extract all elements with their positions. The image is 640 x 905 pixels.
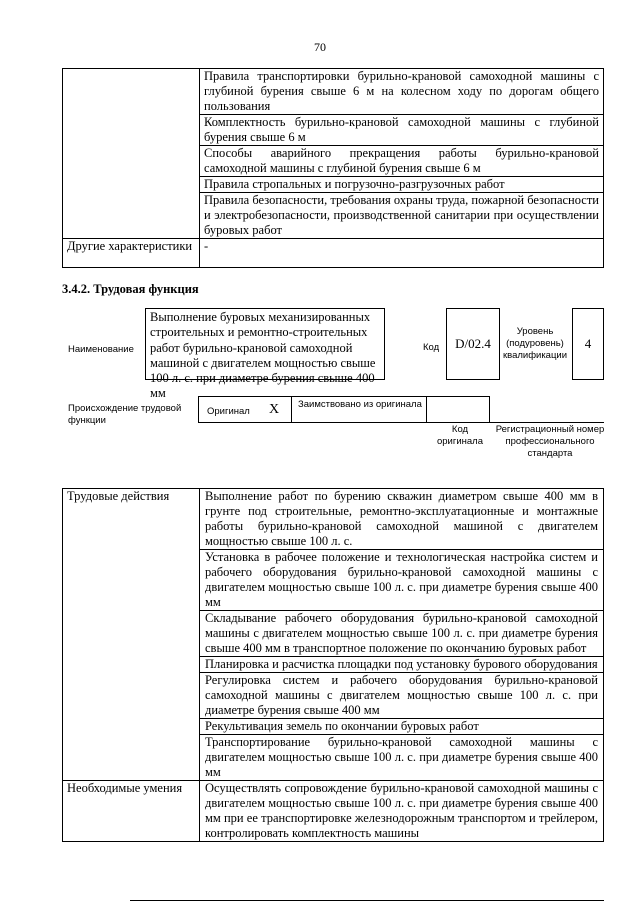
qualification-level-label: Уровень (подуровень) квалификации xyxy=(502,326,568,361)
knowledge-item: Правила транспортировки бурильно-крановой самоходной машины с глубиной бурения свыше 6 м на колесном ходу по дорогам общего пользования xyxy=(200,69,604,115)
original-cell xyxy=(198,396,292,423)
required-skills-label: Необходимые умения xyxy=(63,781,200,842)
section-title: 3.4.2. Трудовая функция xyxy=(62,282,199,296)
labor-action-item: Установка в рабочее положение и технологическая настройка систем и рабочего оборудования бурильно-крановой самоходной машины с двигателем мощностью свыше 100 л. с. при диаметре бурения свыше 400 мм xyxy=(200,550,604,611)
function-code-label: Код xyxy=(423,342,440,353)
labor-action-item: Планировка и расчистка площадки под установку бурового оборудования xyxy=(200,657,604,673)
registration-number-cell xyxy=(489,396,604,423)
qualification-level-value: 4 xyxy=(572,308,604,380)
labor-function-table xyxy=(62,488,604,842)
origin-row xyxy=(198,396,604,423)
other-characteristics-label: Другие характеристики xyxy=(63,239,200,268)
bottom-border-line xyxy=(130,900,604,901)
registration-number-caption: Регистрационный номер профессионального стандарта xyxy=(495,424,605,459)
original-label: Оригинал xyxy=(207,406,250,417)
function-name-label: Наименование xyxy=(68,344,134,355)
labor-actions-label: Трудовые действия xyxy=(63,489,200,781)
original-code-cell xyxy=(426,396,490,423)
knowledge-table xyxy=(62,68,604,268)
labor-action-item: Складывание рабочего оборудования бурильно-крановой самоходной машины с двигателем мощностью свыше 100 л. с. при диаметре бурения свыше 400 мм в транспортное положение по окончанию буровых работ xyxy=(200,611,604,657)
original-mark: X xyxy=(269,402,280,417)
labor-action-item: Выполнение работ по бурению скважин диаметром свыше 400 мм в грунте под строительные, ремонтно-эксплуатационные и монтажные работы бурильно-крановой самоходной машиной с двигателем мощностью свыше 100 л. с. xyxy=(200,489,604,550)
function-name-value: Выполнение буровых механизированных строительных и ремонтно-строительных работ бурильно-крановой самоходной машиной с двигателем мощностью свыше 100 л. с. при диаметре бурения свыше 400 мм xyxy=(145,308,385,380)
labor-action-item: Рекультивация земель по окончании буровых работ xyxy=(200,719,604,735)
labor-action-item: Транспортирование бурильно-крановой самоходной машины с двигателем мощностью свыше 100 л. с. при диаметре бурения свыше 400 мм xyxy=(200,735,604,781)
knowledge-item: Способы аварийного прекращения работы бурильно-крановой самоходной машины с глубиной бурения свыше 6 м xyxy=(200,146,604,177)
knowledge-item: Комплектность бурильно-крановой самоходной машины с глубиной бурения свыше 6 м xyxy=(200,115,604,146)
knowledge-label-cell xyxy=(63,69,200,239)
labor-action-item: Регулировка систем и рабочего оборудования бурильно-крановой самоходной машины с двигателем мощностью свыше 100 л. с. при диаметре бурения свыше 400 мм xyxy=(200,673,604,719)
knowledge-item: Правила стропальных и погрузочно-разгрузочных работ xyxy=(200,177,604,193)
other-characteristics-value: - xyxy=(200,239,604,268)
knowledge-item: Правила безопасности, требования охраны труда, пожарной безопасности и электробезопасности, производственной санитарии при осуществлении буровых работ xyxy=(200,193,604,239)
original-code-caption: Код оригинала xyxy=(436,424,483,447)
borrowed-cell xyxy=(291,396,427,423)
function-code-value: D/02.4 xyxy=(446,308,500,380)
origin-label: Происхождение трудовой функции xyxy=(68,403,182,426)
borrowed-label: Заимствовано из оригинала xyxy=(298,399,422,410)
page-number: 70 xyxy=(314,40,326,54)
required-skill-item: Осуществлять сопровождение бурильно-крановой самоходной машины с двигателем мощностью свыше 100 л. с. при диаметре бурения свыше 400 мм при ее транспортировке железнодорожным транспортом и трейлером, контролировать комплектность машины xyxy=(200,781,604,842)
